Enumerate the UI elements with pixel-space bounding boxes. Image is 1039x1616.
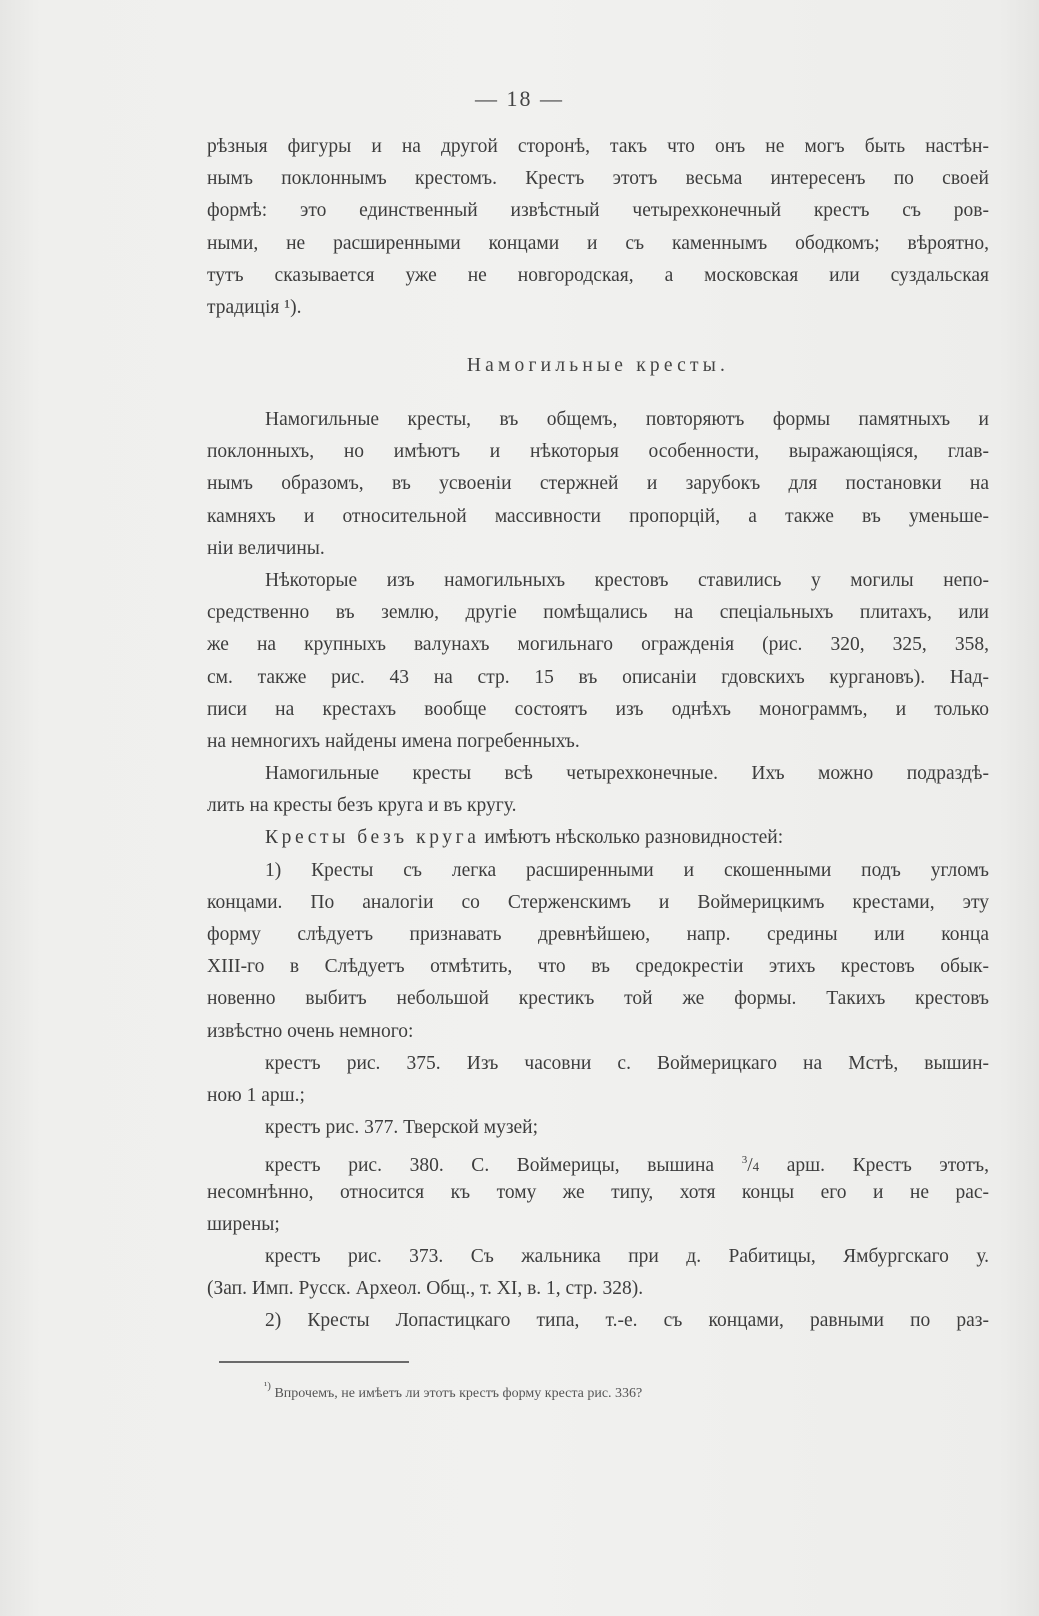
- text-line: поклонныхъ, но имѣютъ и нѣкоторыя особенности, выражающіяся, глав-: [207, 441, 989, 463]
- page-number: — 18 —: [475, 86, 564, 111]
- text-line: на немногихъ найдены имена погребенныхъ.: [207, 730, 580, 752]
- section-heading: Намогильные кресты.: [466, 355, 730, 376]
- text-line: формѣ: это единственный извѣстный четырехконечный крестъ съ ров-: [207, 200, 989, 222]
- text-line: концами. По аналогіи со Стерженскимъ и Воймерицкимъ крестами, эту: [207, 891, 989, 913]
- text-line: форму слѣдуетъ признавать древнѣйшею, напр. средины или конца: [207, 924, 989, 945]
- text-fragment: имѣютъ нѣсколько разновидностей:: [479, 827, 784, 849]
- text-line: несомнѣнно, относится къ тому же типу, хотя концы его и не рас-: [207, 1181, 989, 1203]
- footnote-divider: [219, 1361, 409, 1363]
- text-block-top: [207, 131, 989, 324]
- text-line: крестъ рис. 380. С. Воймерицы, вышина $^3$/4 арш. Крестъ этотъ,: [265, 1154, 990, 1177]
- fraction-denominator: 4: [752, 1159, 760, 1175]
- footnote-marker: ¹): [264, 1380, 271, 1392]
- text-line: крестъ рис. 377. Тверской музей;: [265, 1117, 539, 1139]
- text-line: ширены;: [207, 1213, 280, 1235]
- text-line: нымъ поклоннымъ крестомъ. Крестъ этотъ весьма интересенъ по своей: [207, 168, 989, 190]
- text-line: новенно выбитъ небольшой крестикъ той же формы. Такихъ крестовъ: [207, 988, 989, 1010]
- footnote-reference: ¹).: [284, 296, 302, 318]
- footnote-text: Впрочемъ, не имѣетъ ли этотъ крестъ форму креста рис. 336?: [270, 1386, 643, 1401]
- text-line: крестъ рис. 375. Изъ часовни с. Воймерицкаго на Мстѣ, вышин-: [265, 1052, 989, 1074]
- text-line: XIII-го в Слѣдуетъ отмѣтить, что въ средокрестіи этихъ крестовъ обык-: [207, 956, 989, 978]
- text-fragment: традиція: [207, 296, 280, 318]
- text-block-main: [207, 404, 989, 1337]
- text-line: 2) Кресты Лопастицкаго типа, т.-е. съ концами, равными по раз-: [265, 1310, 989, 1332]
- text-line: ною 1 арш.;: [207, 1084, 305, 1106]
- text-line: тутъ сказывается уже не новгородская, а московская или суздальская: [207, 264, 989, 286]
- text-line: крестъ рис. 373. Съ жальника при д. Рабитицы, Ямбургскаго у.: [265, 1245, 989, 1267]
- text-line: писи на крестахъ вообще состоятъ изъ однѣхъ монограммъ, и только: [207, 698, 989, 720]
- text-fragment: крестъ рис. 380. С. Воймерицы, вышина: [265, 1155, 715, 1177]
- text-line: [207, 822, 989, 854]
- text-line: ными, не расширенными концами и съ каменнымъ ободкомъ; вѣроятно,: [207, 232, 989, 254]
- text-line: камняхъ и относительной массивности пропорцій, а также въ уменьше-: [207, 505, 989, 527]
- text-line: Нѣкоторые изъ намогильныхъ крестовъ ставились у могилы непо-: [265, 569, 989, 591]
- spaced-emphasis: Кресты безъ круга: [265, 827, 480, 849]
- text-line: (Зап. Имп. Русск. Археол. Общ., т. XI, в. 1, стр. 328).: [207, 1278, 644, 1300]
- text-line: средственно въ землю, другіе помѣщались на спеціальныхъ плитахъ, или: [207, 602, 989, 624]
- text-line: см. также рис. 43 на стр. 15 въ описаніи гдовскихъ кургановъ). Над-: [207, 666, 989, 688]
- text-line: Намогильные кресты всѣ четырехконечные. Ихъ можно подраздѣ-: [265, 763, 989, 785]
- text-line: 1) Кресты съ легка расширенными и скошенными подъ угломъ: [265, 859, 989, 881]
- text-line: Намогильные кресты, въ общемъ, повторяютъ формы памятныхъ и: [265, 409, 989, 430]
- footnote: [264, 1380, 642, 1402]
- text-line: рѣзныя фигуры и на другой сторонѣ, такъ что онъ не могъ быть настѣн-: [207, 136, 989, 157]
- text-line: же на крупныхъ валунахъ могильнаго огражденія (рис. 320, 325, 358,: [207, 634, 989, 656]
- text-line: нымъ образомъ, въ усвоеніи стержней и зарубокъ для постановки на: [207, 473, 989, 495]
- fraction-numerator: 3: [741, 1154, 748, 1167]
- text-fragment: арш. Крестъ этотъ,: [759, 1155, 990, 1177]
- text-line: извѣстно очень немного:: [207, 1020, 414, 1042]
- text-line: лить на кресты безъ круга и въ кругу.: [207, 795, 517, 817]
- text-line: [207, 292, 989, 324]
- text-line: ніи величины.: [207, 537, 325, 559]
